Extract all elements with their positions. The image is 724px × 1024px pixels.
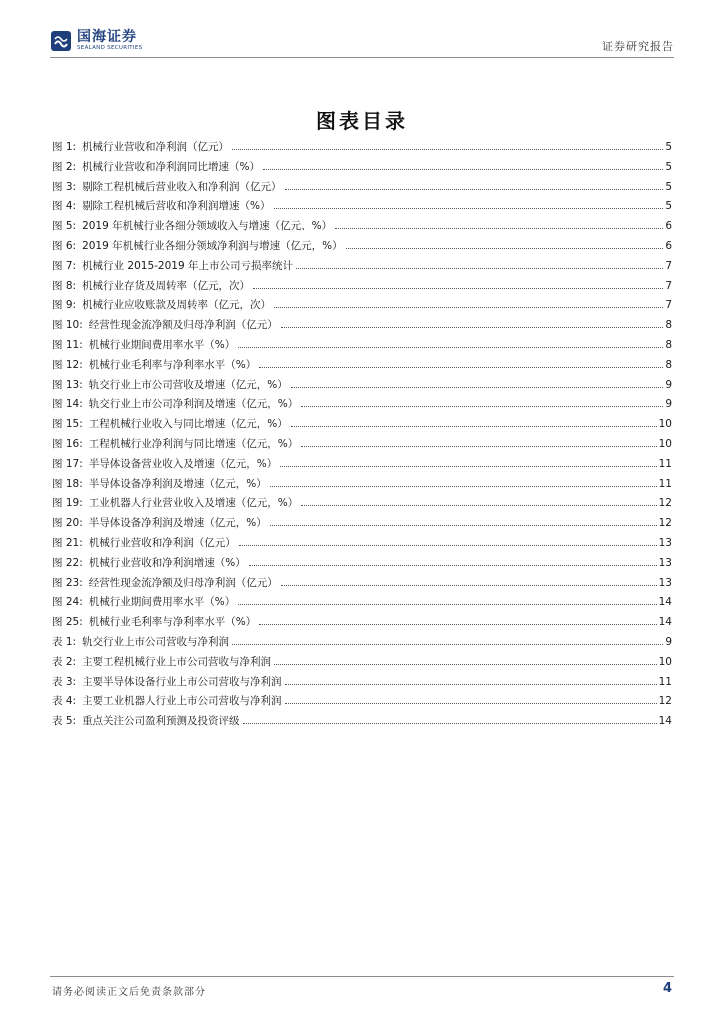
entry-title: 机械行业期间费用率水平（%） xyxy=(88,338,236,351)
dot-leader xyxy=(270,525,657,526)
entry-title: 轨交行业上市公司营收及增速（亿元，%） xyxy=(88,378,288,391)
entry-title: 经营性现金流净额及归母净利润（亿元） xyxy=(88,576,278,589)
figure-toc-entry[interactable] xyxy=(52,377,672,397)
logo-english-name: SEALAND SECURITIES xyxy=(77,45,143,52)
entry-title: 剔除工程机械后营业收入和净利润（亿元） xyxy=(82,180,282,193)
entry-page-number: 12 xyxy=(658,497,672,510)
figure-toc-entry[interactable] xyxy=(52,396,672,416)
entry-label: 图 15: xyxy=(52,418,83,431)
entry-label: 图 18: xyxy=(52,477,83,490)
entry-title: 主要半导体设备行业上市公司营收与净利润 xyxy=(82,675,282,688)
entry-page-number: 13 xyxy=(658,556,672,569)
entry-title: 轨交行业上市公司营收与净利润 xyxy=(82,636,230,648)
entry-label: 图 5: xyxy=(52,220,77,233)
entry-label: 图 25: xyxy=(52,616,83,629)
entry-title: 机械行业营收和净利润（亿元） xyxy=(82,141,230,153)
table-toc-entry[interactable] xyxy=(52,654,672,674)
figure-toc-entry[interactable] xyxy=(52,416,672,436)
entry-page-number: 13 xyxy=(658,576,672,589)
page-number: 4 xyxy=(662,981,672,996)
dot-leader xyxy=(249,565,657,566)
entry-label: 图 24: xyxy=(52,596,83,609)
entry-title: 重点关注公司盈利预测及投资评级 xyxy=(82,715,240,728)
dot-leader xyxy=(335,228,663,229)
entry-page-number: 10 xyxy=(658,437,672,450)
entry-title: 2019 年机械行业各细分领域收入与增速（亿元、%） xyxy=(82,220,333,233)
entry-page-number: 11 xyxy=(658,675,672,688)
table-toc-entry[interactable] xyxy=(52,674,672,694)
figure-toc-entry[interactable] xyxy=(52,159,672,179)
entry-label: 图 9: xyxy=(52,299,77,312)
dot-leader xyxy=(239,545,657,546)
dot-leader xyxy=(285,703,657,704)
entry-page-number: 14 xyxy=(658,616,672,629)
entry-label: 表 3: xyxy=(52,675,77,688)
entry-title: 机械行业应收账款及周转率（亿元，次） xyxy=(82,299,272,312)
entry-page-number: 11 xyxy=(658,477,672,490)
sealand-logo-icon xyxy=(50,30,72,52)
entry-page-number: 12 xyxy=(658,517,672,530)
figure-toc-entry[interactable] xyxy=(52,337,672,357)
entry-title: 半导体设备营业收入及增速（亿元，%） xyxy=(88,457,278,470)
entry-title: 机械行业毛利率与净利率水平（%） xyxy=(88,358,257,371)
dot-leader xyxy=(274,208,664,209)
entry-title: 半导体设备净利润及增速（亿元，%） xyxy=(88,477,267,490)
entry-label: 图 13: xyxy=(52,378,83,391)
dot-leader xyxy=(259,624,656,625)
dot-leader xyxy=(346,248,664,249)
logo-chinese-name: 国海证券 xyxy=(77,29,137,46)
dot-leader xyxy=(232,149,663,150)
entry-page-number: 7 xyxy=(665,259,672,272)
entry-label: 图 11: xyxy=(52,338,83,351)
entry-page-number: 10 xyxy=(658,655,672,668)
company-logo xyxy=(50,30,142,52)
entry-page-number: 9 xyxy=(665,636,672,648)
figure-toc-entry[interactable] xyxy=(52,317,672,337)
entry-page-number: 9 xyxy=(665,378,672,391)
entry-page-number: 7 xyxy=(665,299,672,312)
page-title: 图表目录 xyxy=(316,109,408,133)
figure-toc-entry[interactable] xyxy=(52,476,672,496)
entry-title: 半导体设备净利润及增速（亿元，%） xyxy=(88,517,267,530)
entry-label: 图 1: xyxy=(52,141,77,153)
entry-page-number: 14 xyxy=(658,596,672,609)
entry-page-number: 7 xyxy=(665,279,672,292)
entry-label: 图 7: xyxy=(52,259,77,272)
entry-title: 机械行业营收和净利润同比增速（%） xyxy=(82,160,261,173)
entry-page-number: 8 xyxy=(665,358,672,371)
entry-page-number: 10 xyxy=(658,418,672,431)
entry-page-number: 5 xyxy=(665,141,672,153)
table-list xyxy=(52,634,672,733)
figure-toc-entry[interactable] xyxy=(52,614,672,634)
figure-toc-entry[interactable] xyxy=(52,555,672,575)
dot-leader xyxy=(274,664,657,665)
entry-title: 机械行业毛利率与净利率水平（%） xyxy=(88,616,257,629)
dot-leader xyxy=(263,169,663,170)
figure-toc-entry[interactable] xyxy=(52,139,672,159)
dot-leader xyxy=(291,387,664,388)
entry-label: 图 3: xyxy=(52,180,77,193)
dot-leader xyxy=(259,367,663,368)
dot-leader xyxy=(285,189,664,190)
table-toc-entry[interactable] xyxy=(52,713,672,733)
figure-toc-entry[interactable] xyxy=(52,535,672,555)
dot-leader xyxy=(291,426,657,427)
entry-page-number: 12 xyxy=(658,695,672,708)
figure-toc-entry[interactable] xyxy=(52,357,672,377)
dot-leader xyxy=(280,466,656,467)
footer-divider xyxy=(50,976,674,977)
dot-leader xyxy=(274,307,663,308)
entry-title: 主要工业机器人行业上市公司营收与净利润 xyxy=(82,695,282,708)
entry-title: 主要工程机械行业上市公司营收与净利润 xyxy=(82,655,272,668)
dot-leader xyxy=(301,446,656,447)
entry-label: 表 5: xyxy=(52,715,77,728)
footer-disclaimer: 请务必阅读正文后免责条款部分 xyxy=(52,987,206,998)
figure-list xyxy=(52,139,672,634)
entry-label: 图 12: xyxy=(52,358,83,371)
entry-title: 工程机械行业收入与同比增速（亿元，%） xyxy=(88,418,288,431)
entry-page-number: 11 xyxy=(658,457,672,470)
entry-page-number: 9 xyxy=(665,398,672,411)
figure-toc-entry[interactable] xyxy=(52,456,672,476)
entry-label: 表 2: xyxy=(52,655,77,668)
dot-leader xyxy=(238,347,663,348)
dot-leader xyxy=(253,288,663,289)
figure-toc-entry[interactable] xyxy=(52,218,672,238)
entry-page-number: 5 xyxy=(665,200,672,213)
entry-label: 图 20: xyxy=(52,517,83,530)
entry-page-number: 13 xyxy=(658,536,672,549)
entry-label: 图 2: xyxy=(52,160,77,173)
entry-page-number: 6 xyxy=(665,220,672,233)
figure-toc-entry[interactable] xyxy=(52,278,672,298)
document-type: 证券研究报告 xyxy=(602,40,674,53)
table-toc-entry[interactable] xyxy=(52,693,672,713)
entry-page-number: 8 xyxy=(665,319,672,332)
entry-label: 表 4: xyxy=(52,695,77,708)
figure-toc-entry[interactable] xyxy=(52,198,672,218)
entry-title: 机械行业营收和净利润增速（%） xyxy=(88,556,246,569)
entry-title: 工程机械行业净利润与同比增速（亿元，%） xyxy=(88,437,299,450)
entry-label: 图 14: xyxy=(52,398,83,411)
entry-label: 表 1: xyxy=(52,636,77,648)
entry-label: 图 16: xyxy=(52,437,83,450)
dot-leader xyxy=(243,723,657,724)
entry-title: 机械行业营收和净利润（亿元） xyxy=(88,536,236,549)
figure-toc-entry[interactable] xyxy=(52,238,672,258)
entry-label: 图 4: xyxy=(52,200,77,213)
dot-leader xyxy=(285,684,657,685)
figure-toc-entry[interactable] xyxy=(52,258,672,278)
entry-title: 经营性现金流净额及归母净利润（亿元） xyxy=(88,319,278,332)
entry-title: 剔除工程机械后营收和净利润增速（%） xyxy=(82,200,271,213)
entry-label: 图 8: xyxy=(52,279,77,292)
entry-page-number: 5 xyxy=(665,160,672,173)
table-toc-entry[interactable] xyxy=(52,634,672,654)
figure-toc-entry[interactable] xyxy=(52,436,672,456)
dot-leader xyxy=(232,644,663,645)
entry-title: 2019 年机械行业各细分领域净利润与增速（亿元，%） xyxy=(82,239,343,252)
dot-leader xyxy=(281,327,664,328)
figure-toc-entry[interactable] xyxy=(52,515,672,535)
dot-leader xyxy=(301,505,656,506)
entry-page-number: 8 xyxy=(665,338,672,351)
figure-toc-entry[interactable] xyxy=(52,495,672,515)
entry-label: 图 23: xyxy=(52,576,83,589)
entry-label: 图 10: xyxy=(52,319,83,332)
header-divider xyxy=(50,57,674,58)
entry-page-number: 5 xyxy=(665,180,672,193)
dot-leader xyxy=(281,585,657,586)
entry-title: 机械行业存货及周转率（亿元，次） xyxy=(82,279,251,292)
entry-title: 轨交行业上市公司净利润及增速（亿元，%） xyxy=(88,398,299,411)
entry-label: 图 17: xyxy=(52,457,83,470)
entry-title: 工业机器人行业营业收入及增速（亿元，%） xyxy=(88,497,299,510)
figure-toc-entry[interactable] xyxy=(52,594,672,614)
entry-title: 机械行业 2015-2019 年上市公司亏损率统计 xyxy=(82,259,293,272)
entry-label: 图 6: xyxy=(52,239,77,252)
figure-toc-entry[interactable] xyxy=(52,179,672,199)
entry-label: 图 21: xyxy=(52,536,83,549)
dot-leader xyxy=(301,406,663,407)
entry-title: 机械行业期间费用率水平（%） xyxy=(88,596,236,609)
figure-toc-entry[interactable] xyxy=(52,575,672,595)
dot-leader xyxy=(296,268,663,269)
entry-label: 图 19: xyxy=(52,497,83,510)
entry-page-number: 14 xyxy=(658,715,672,728)
entry-page-number: 6 xyxy=(665,239,672,252)
dot-leader xyxy=(238,604,656,605)
entry-label: 图 22: xyxy=(52,556,83,569)
figure-toc-entry[interactable] xyxy=(52,297,672,317)
dot-leader xyxy=(270,486,657,487)
page-header xyxy=(50,28,674,58)
